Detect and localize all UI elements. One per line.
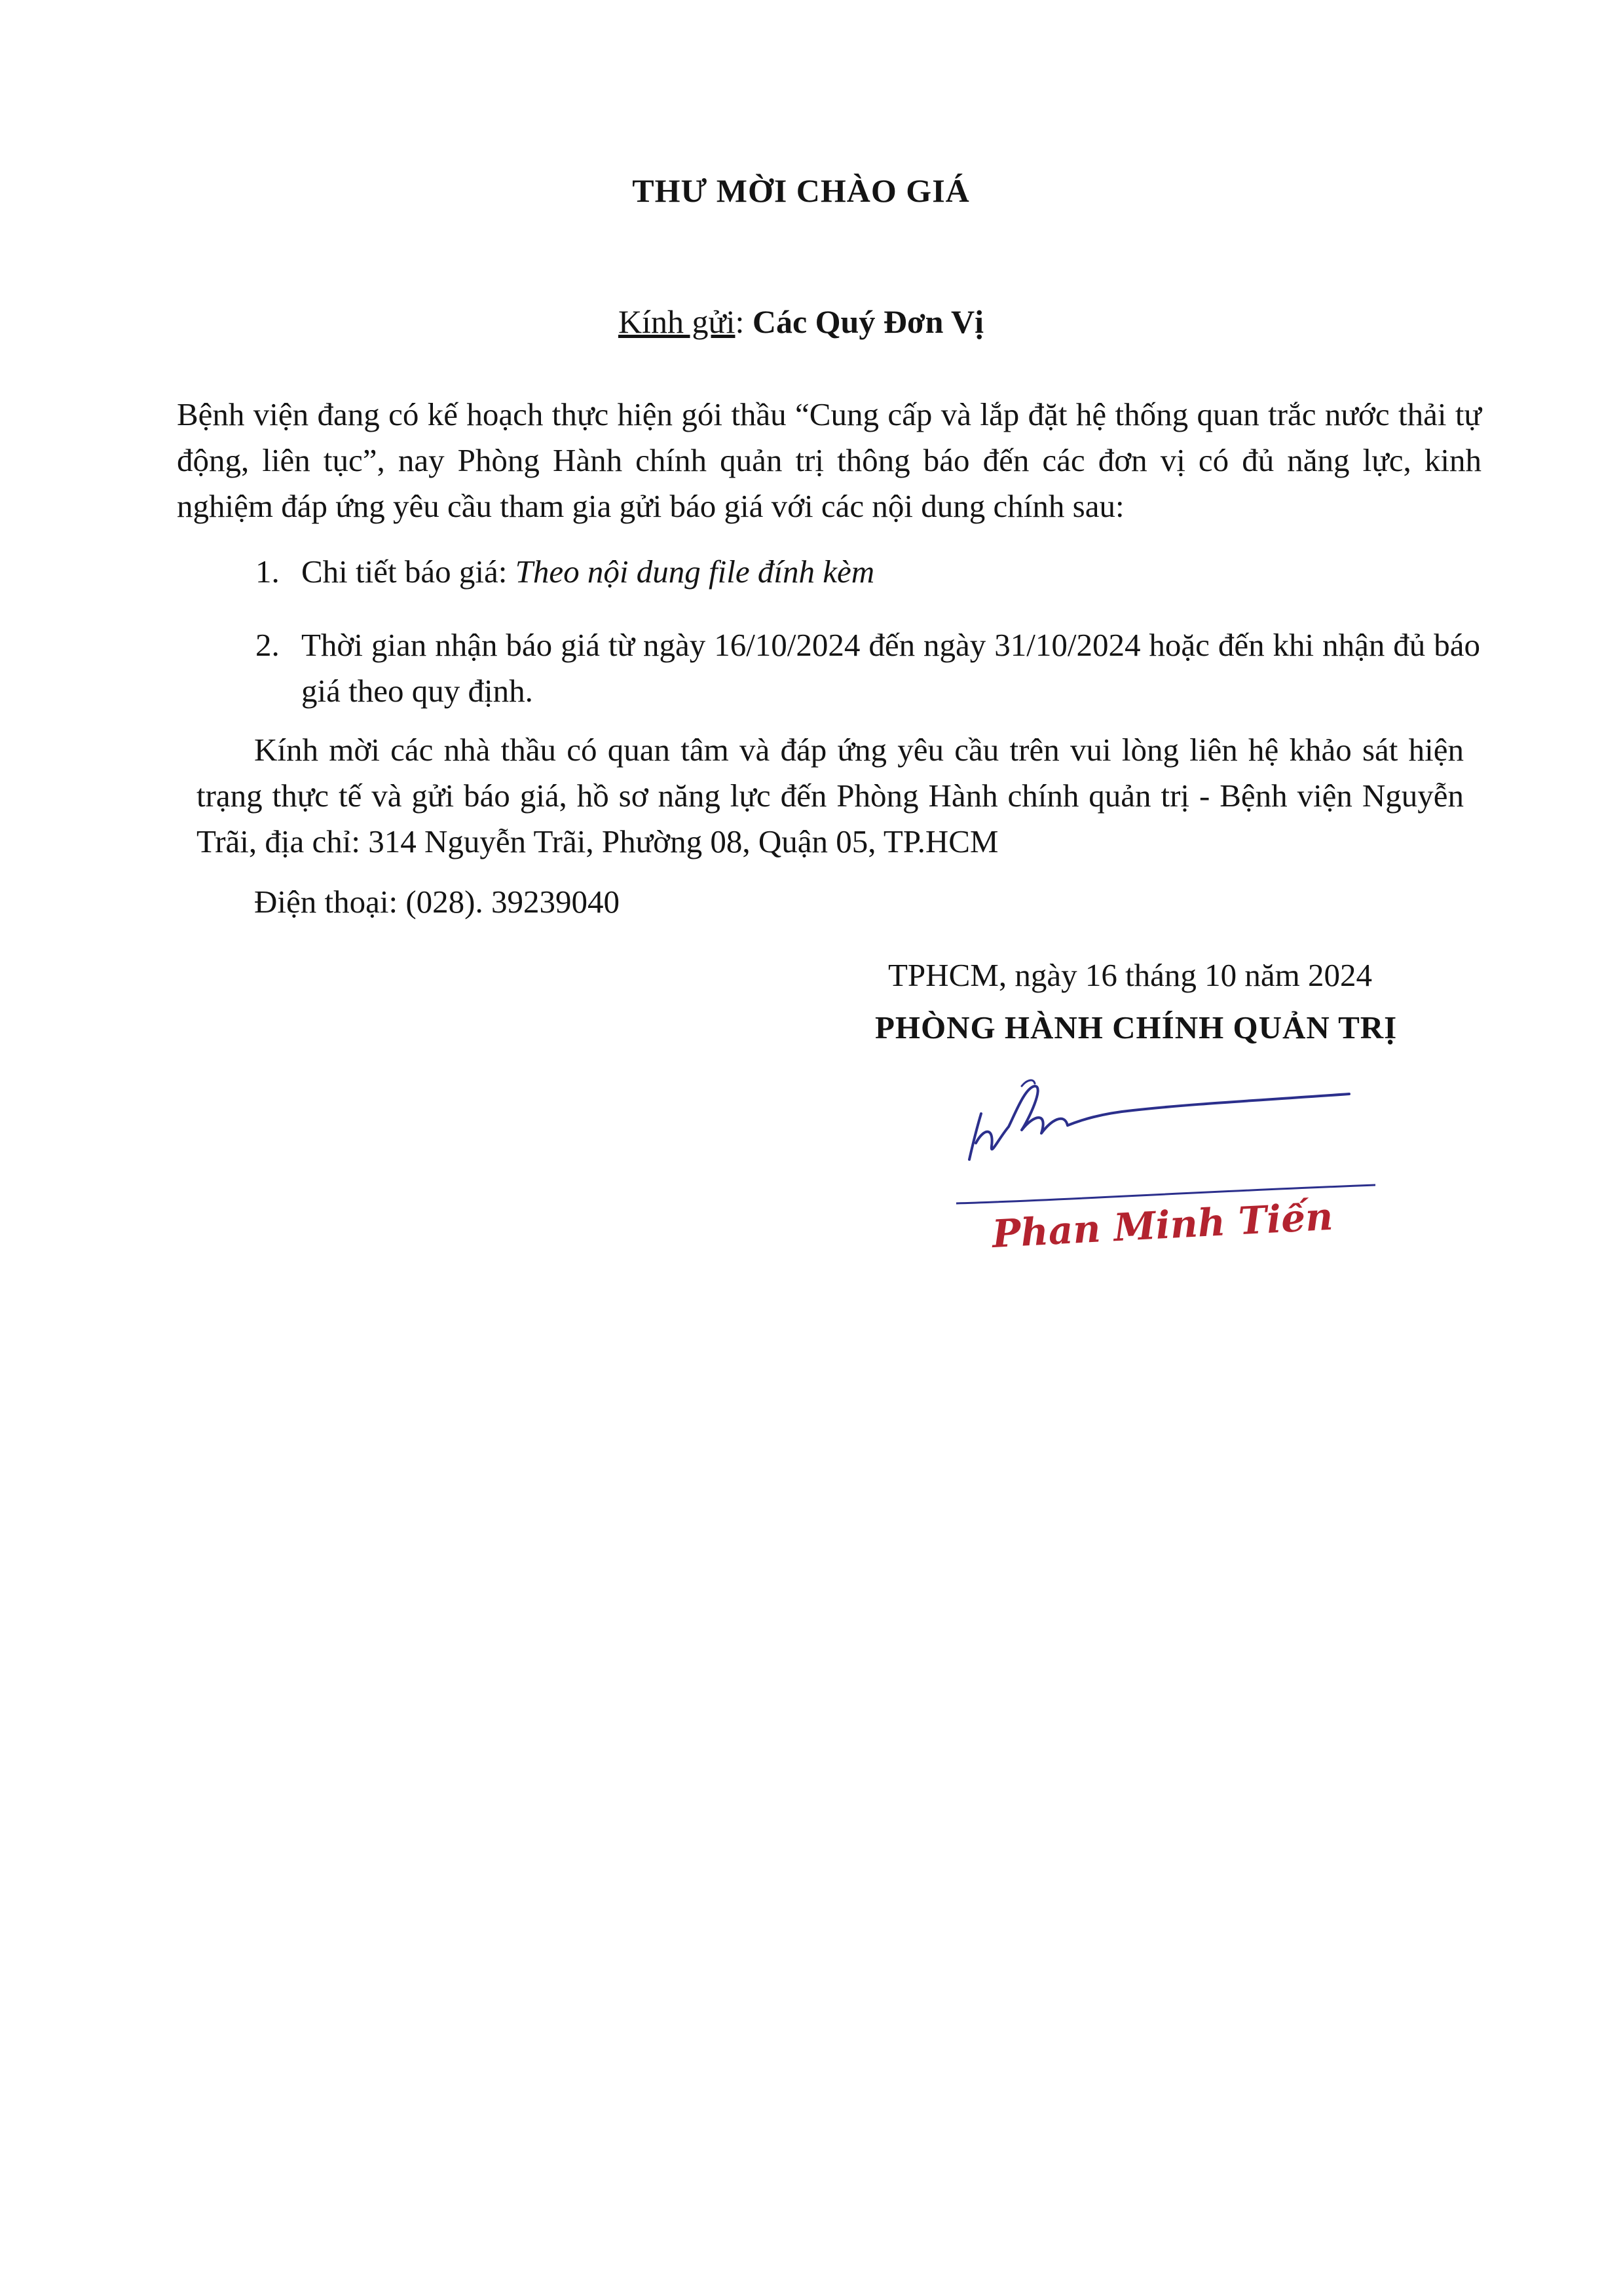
phone-line: Điện thoại: (028). 39239040	[254, 884, 620, 920]
signature-stroke	[969, 1086, 1349, 1159]
list-item-number: 2.	[255, 627, 280, 663]
signer-name: Phan Minh Tiến	[991, 1194, 1334, 1256]
list-item	[255, 622, 1480, 714]
list-item-body	[301, 549, 1480, 595]
salutation-label: Kính gửi	[618, 303, 736, 340]
salutation-recipient: Các Quý Đơn Vị	[752, 303, 984, 340]
intro-paragraph: Bệnh viện đang có kế hoạch thực hiện gói thầu “Cung cấp và lắp đặt hệ thống quan trắc nước thải tự động, liên tục”, nay Phòng Hành chính quản trị thông báo đến các đơn vị có đủ năng lực, kinh nghiệm đáp ứng yêu cầu tham gia gửi báo giá với các nội dung chính sau:	[177, 396, 1481, 524]
document-title: THƯ MỜI CHÀO GIÁ	[632, 172, 970, 209]
list-item-text: Thời gian nhận báo giá từ ngày 16/10/2024 đến ngày 31/10/2024 hoặc đến khi nhận đủ báo giá theo quy định.	[301, 627, 1480, 709]
department-name: PHÒNG HÀNH CHÍNH QUẢN TRỊ	[875, 1009, 1398, 1045]
date-line: TPHCM, ngày 16 tháng 10 năm 2024	[888, 957, 1373, 993]
list-item-label: Chi tiết báo giá:	[301, 554, 515, 590]
salutation-separator: :	[735, 303, 753, 340]
salutation	[0, 303, 1602, 341]
signature-flourish	[1022, 1080, 1035, 1086]
handwritten-signature	[943, 1074, 1375, 1192]
list-item	[255, 549, 1480, 595]
invitation-paragraph: Kính mời các nhà thầu có quan tâm và đáp ứng yêu cầu trên vui lòng liên hệ khảo sát hiện trạng thực tế và gửi báo giá, hồ sơ năng lực đến Phòng Hành chính quản trị - Bệnh viện Nguyễn Trãi, địa chỉ: 314 Nguyễn Trãi, Phường 08, Quận 05, TP.HCM	[196, 732, 1464, 859]
list-item-number: 1.	[255, 554, 280, 590]
list-item-value: Theo nội dung file đính kèm	[515, 554, 875, 590]
